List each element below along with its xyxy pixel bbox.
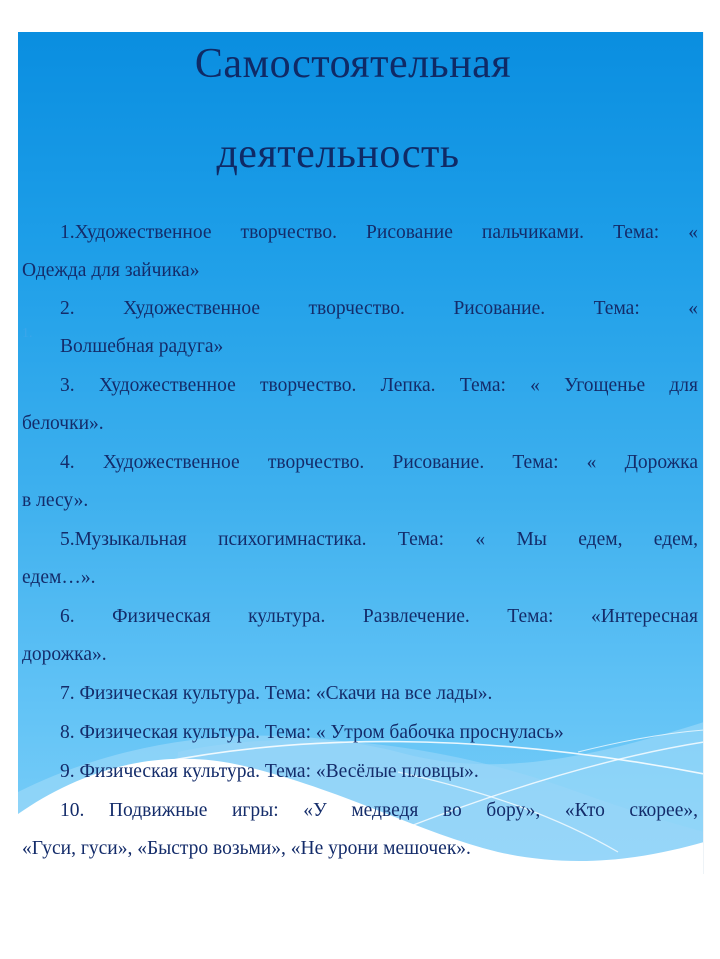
list-item-8: 8. Физическая культура. Тема: « Утром бабочка проснулась» [60, 722, 564, 743]
slide [18, 32, 704, 874]
list-item-3: 3. Художественное творчество. Лепка. Тема: « Угощенье для белочки». [22, 375, 698, 434]
list-item-10: 10. Подвижные игры: «У медведя во бору», «Кто скорее», «Гуси, гуси», «Быстро возьми», «Не урони мешочек». [22, 800, 698, 859]
list-item-6: 6. Физическая культура. Развлечение. Тема: «Интересная дорожка». [22, 606, 698, 665]
list-item-7: 7. Физическая культура. Тема: «Скачи на все лады». [60, 683, 493, 704]
list-item-9: 9. Физическая культура. Тема: «Весёлые пловцы». [60, 761, 479, 782]
list-item-1: 1.Художественное творчество. Рисование пальчиками. Тема: « Одежда для зайчика» [22, 222, 698, 281]
list-marker: 1. [22, 326, 33, 341]
list-item-5: 5.Музыкальная психогимнастика. Тема: « Мы едем, едем, едем…». [22, 529, 698, 588]
list-item-2: 2. Художественное творчество. Рисование. Тема: « Волшебная радуга» [60, 298, 698, 357]
slide-title-line-2: деятельность [216, 131, 460, 177]
slide-title-line-1: Самостоятельная [194, 41, 512, 87]
slide-right-edge [703, 32, 704, 874]
list-item-4: 4. Художественное творчество. Рисование. Тема: « Дорожка в лесу». [22, 452, 698, 511]
